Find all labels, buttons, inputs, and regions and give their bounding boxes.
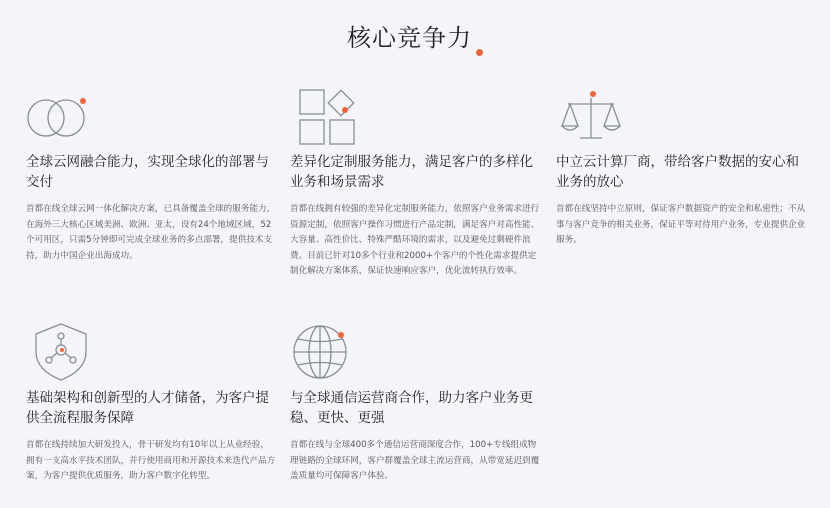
globe-icon [290,322,360,382]
card-heading: 基础架构和创新型的人才储备，为客户提供全流程服务保障 [26,390,269,426]
feature-card-talent [26,322,276,485]
feature-card-global-network [26,88,276,264]
card-heading: 差异化定制服务能力，满足客户的多样化业务和场景需求 [290,154,533,190]
card-description: 首都在线坚持中立原则，保证客户数据资产的安全和私密性；不从事与客户竞争的相关业务，保证平等对待用户业务，专业提供企业服务。 [556,204,806,245]
feature-card-neutral-vendor [556,88,811,249]
feature-card-customization [290,88,540,280]
shield-network-icon [26,322,96,382]
grid-blocks-icon [290,88,360,148]
card-description: 首都在线持续加大研发投入，骨干研发均有10年以上从业经验，拥有一支高水平技术团队，并行使用商用和开源技术来迭代产品方案，为客户提供优质服务，助力客户数字化转型。 [26,440,276,481]
card-description: 首都在线全球云网一体化解决方案，已具备覆盖全球的服务能力，在海外三大核心区域美洲、欧洲、亚太，设有24个地域区域，52个可用区，只需5分钟即可完成全球业务的多点部署，提供技术支持，助力中国企业出海成功。 [26,204,276,261]
card-heading: 与全球通信运营商合作，助力客户业务更稳、更快、更强 [290,390,533,426]
card-heading: 全球云网融合能力，实现全球化的部署与交付 [26,154,269,190]
card-heading: 中立云计算厂商，带给客户数据的安心和业务的放心 [556,154,799,190]
section-title: 核心竞争力 [0,18,830,56]
accent-dot [476,49,483,56]
card-description: 首都在线拥有较强的差异化定制服务能力，依照客户业务需求进行资源定制，依照客户操作习惯进行产品定制，满足客户对高性能、大容量、高性价比、特殊严酷环境的需求，以及避免过剩硬件浪费。目前已针对10多个行业和2000+个客户的个性化需求提供定制化解决方案体系，保证快速响应客户，优化流转执行效率。 [290,204,540,276]
overlapping-circles-icon [26,88,96,148]
balance-scale-icon [556,88,626,148]
feature-card-carriers [290,322,540,485]
card-description: 首都在线与全球400多个通信运营商深度合作，100+专线组成物理链路的全球环网，客户群覆盖全球主流运营商，从带宽延迟到覆盖质量均可保障客户体验。 [290,440,540,481]
